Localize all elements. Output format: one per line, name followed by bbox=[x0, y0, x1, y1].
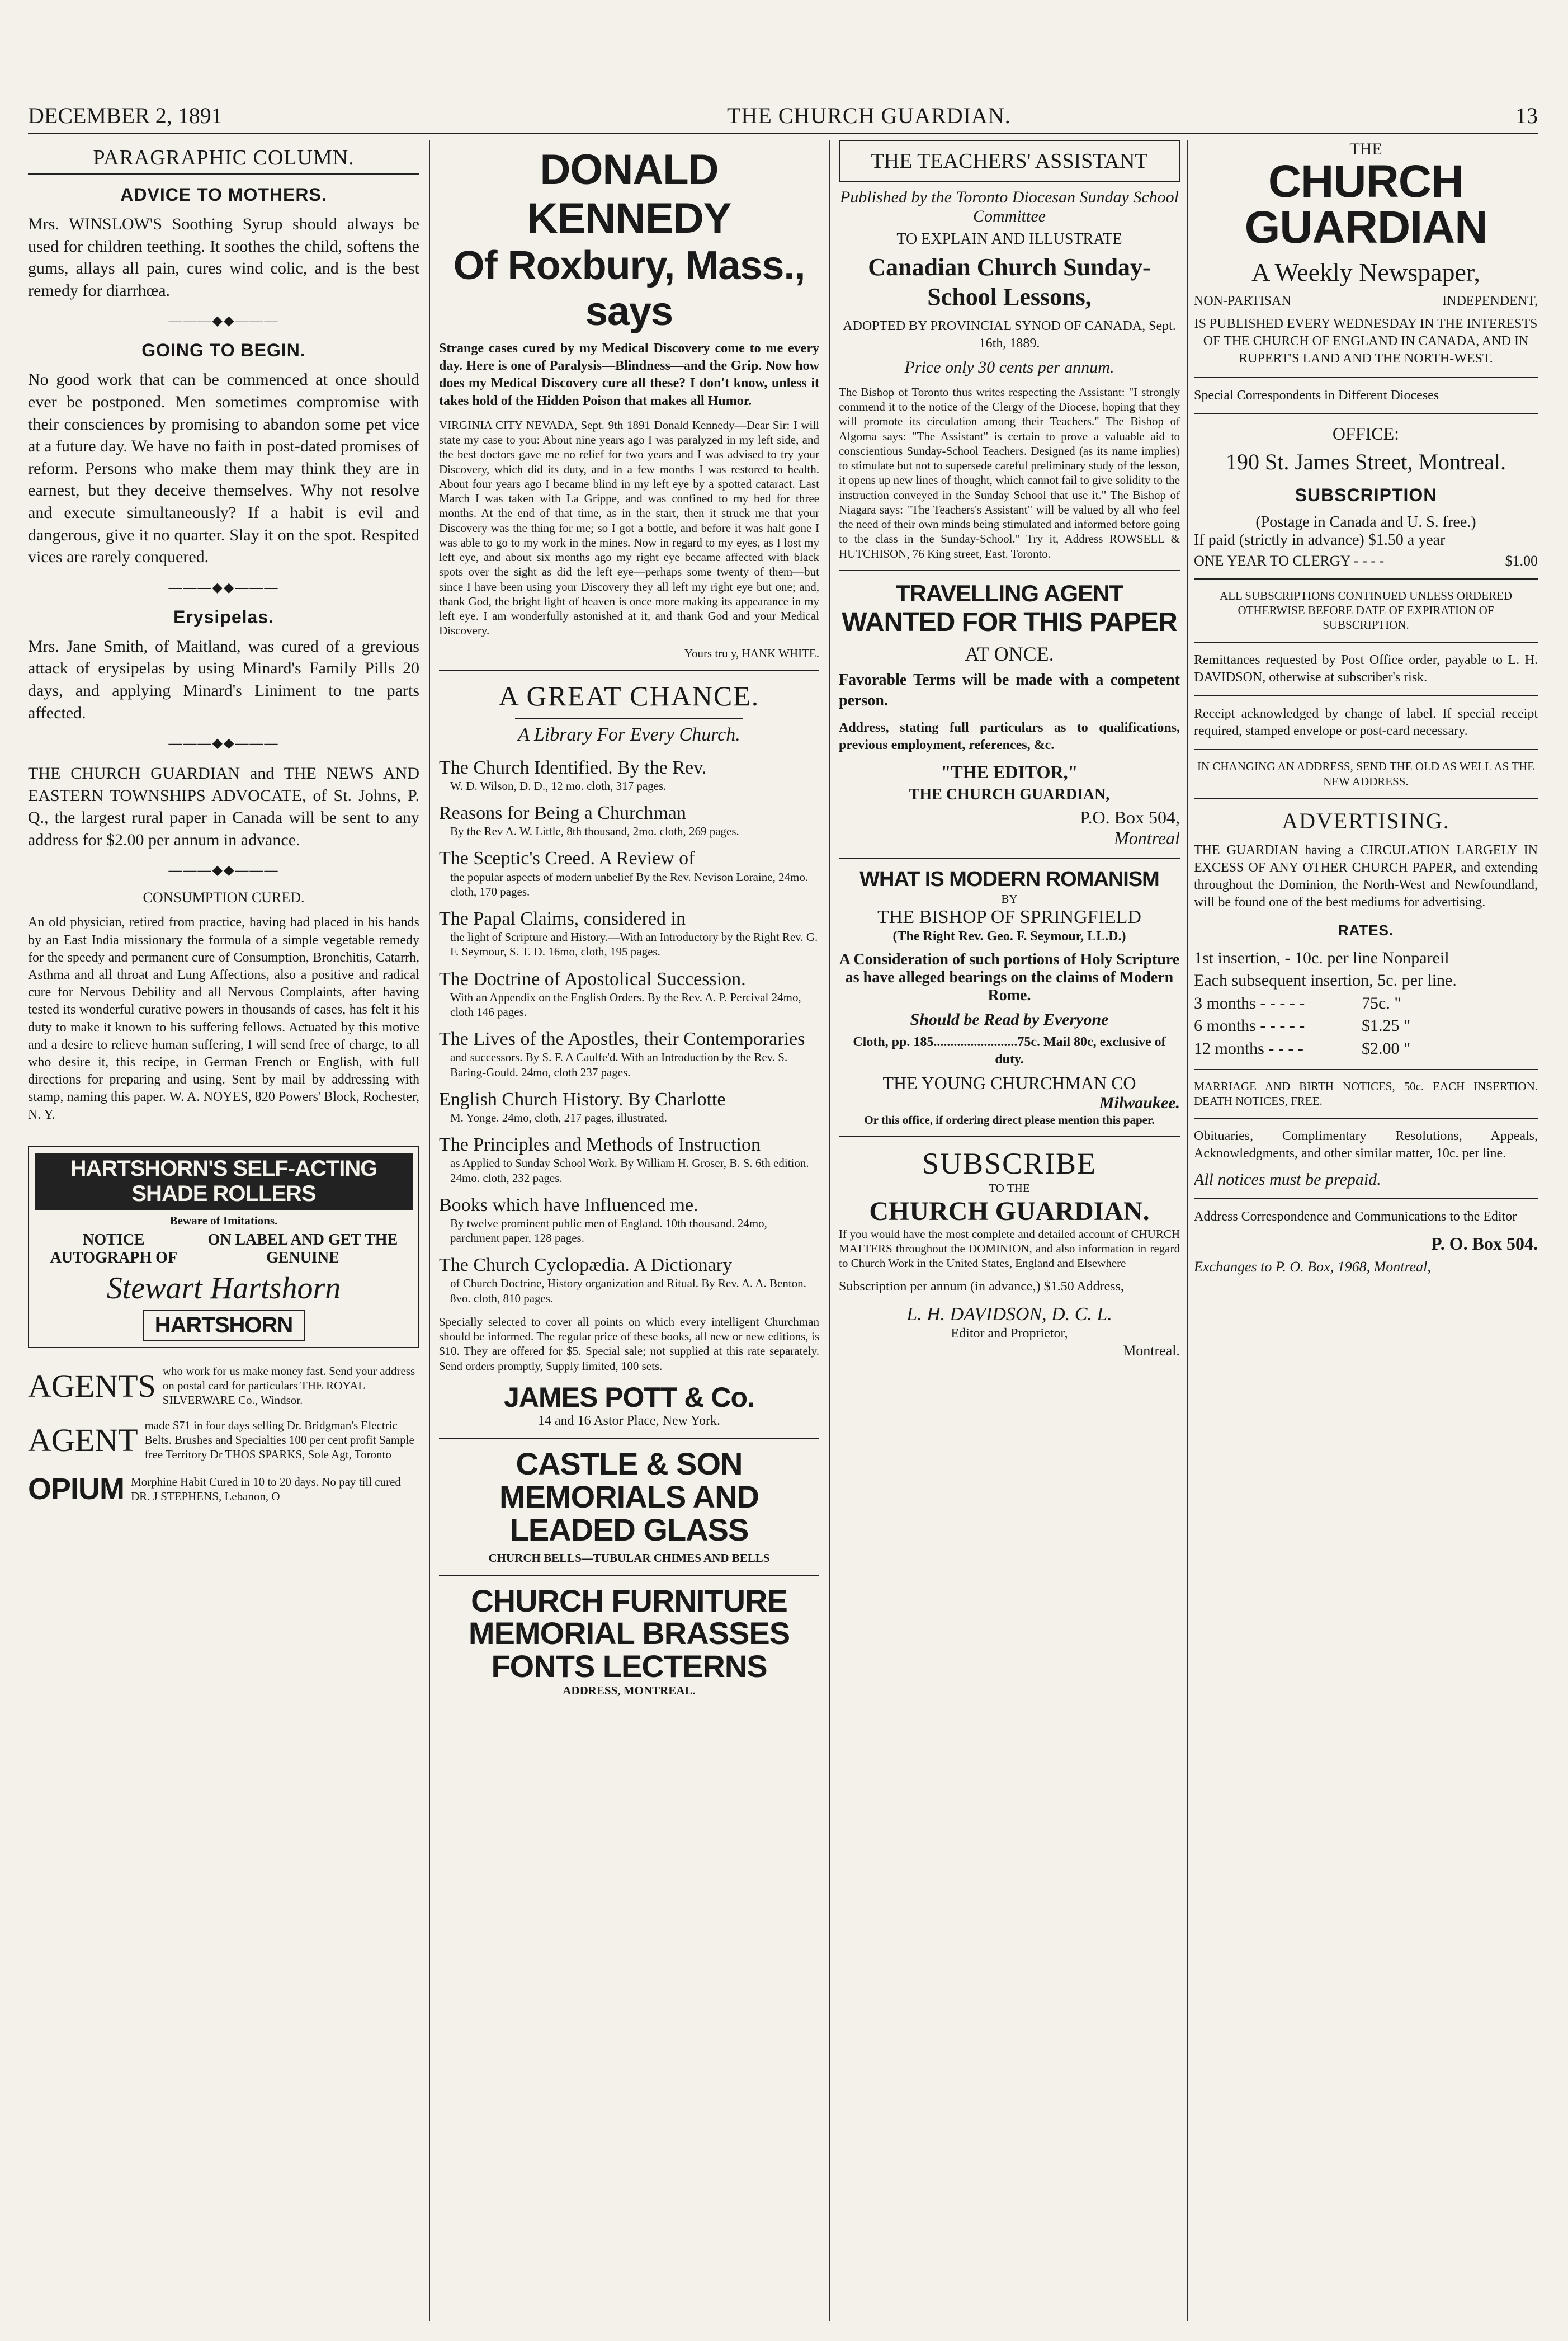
book-item bbox=[439, 757, 819, 793]
kennedy-intro: Strange cases cured by my Medical Discovery come to me every day. Here is one of Paralysis—Blindness—and the Grip. Now how does my Medical Discovery cure all these? I don't know, unless it takes hold of the Hidden Poison that makes all Humor. bbox=[439, 341, 819, 408]
subscription-heading: SUBSCRIPTION bbox=[1295, 484, 1437, 505]
mast-nonpartisan: NON-PARTISAN bbox=[1194, 294, 1291, 308]
advertising-heading: ADVERTISING. bbox=[1282, 808, 1450, 833]
romanism-order: Or this office, if ordering direct please mention this paper. bbox=[864, 1113, 1155, 1127]
opium-text: Morphine Habit Cured in 10 to 20 days. No pay till cured DR. J STEPHENS, Lebanon, O bbox=[131, 1475, 401, 1504]
teachers-lessons: Canadian Church Sunday-School Lessons, bbox=[868, 253, 1151, 310]
guardian-offer-text: THE CHURCH GUARDIAN and THE NEWS AND EASTERN TOWNSHIPS ADVOCATE, of St. Johns, P. Q., the largest rural paper in Canada will be sent to any address for $2.00 per annum in advance. bbox=[28, 764, 419, 849]
agent-editor: "THE EDITOR," bbox=[941, 762, 1078, 783]
mast-published: IS PUBLISHED EVERY WEDNESDAY IN THE INTERESTS OF THE CHURCH OF ENGLAND IN CANADA, AND IN RUPERT'S LAND AND THE NORTH-WEST. bbox=[1194, 317, 1538, 366]
book-title: The Doctrine of Apostolical Succession. bbox=[439, 968, 746, 990]
subscribe-price: Subscription per annum (in advance,) $1.50 Address, bbox=[839, 1279, 1124, 1294]
newspaper-page bbox=[28, 0, 1538, 2341]
subscribe-text: If you would have the most complete and detailed account of CHURCH MATTERS throughout the DOMINION, and also information in regard to Church Work in the United States, England and Elsewhere bbox=[839, 1227, 1180, 1270]
correspondence-address: Address Correspondence and Communications to the Editor bbox=[1194, 1209, 1517, 1224]
book-item bbox=[439, 1134, 819, 1185]
advice-heading: ADVICE TO MOTHERS. bbox=[120, 185, 327, 205]
mast-the: THE bbox=[1349, 140, 1382, 158]
pott-name: JAMES POTT & Co. bbox=[504, 1381, 754, 1413]
rate-value: $1.25 " bbox=[1362, 1016, 1411, 1035]
mast-title: CHURCH GUARDIAN bbox=[1244, 156, 1487, 253]
hartshorn-signature: Stewart Hartshorn bbox=[106, 1270, 341, 1306]
marriage-notices: MARRIAGE AND BIRTH NOTICES, 50c. EACH INSERTION. DEATH NOTICES, FREE. bbox=[1194, 1080, 1538, 1108]
rate-row bbox=[1194, 1015, 1538, 1038]
consumption-heading: CONSUMPTION CURED. bbox=[143, 889, 305, 906]
book-item bbox=[439, 908, 819, 959]
rate-label: 3 months - - - - - bbox=[1194, 993, 1305, 1012]
book-list bbox=[439, 757, 819, 1306]
po-box: P. O. Box 504. bbox=[1431, 1233, 1538, 1254]
chance-title: A GREAT CHANCE. bbox=[498, 680, 760, 712]
agents-ad-1 bbox=[28, 1364, 419, 1408]
book-title: The Church Cyclopædia. A Dictionary bbox=[439, 1255, 733, 1276]
column-4 bbox=[1194, 140, 1538, 2321]
hartshorn-notice: NOTICE AUTOGRAPH OF bbox=[50, 1231, 178, 1266]
kennedy-title: DONALD KENNEDY bbox=[527, 146, 731, 242]
book-item bbox=[439, 1028, 819, 1080]
rates-list bbox=[1194, 947, 1538, 1061]
subscription-postage: (Postage in Canada and U. S. free.) bbox=[1255, 513, 1476, 531]
agents1-big: AGENTS bbox=[28, 1367, 156, 1404]
rate-label: 1st insertion, - 10c. per line Nonpareil bbox=[1194, 948, 1449, 967]
book-title: The Lives of the Apostles, their Contemporaries bbox=[439, 1029, 805, 1050]
agent-wanted: WANTED FOR THIS PAPER bbox=[842, 607, 1177, 637]
advice-text: Mrs. WINSLOW'S Soothing Syrup should always be used for children teething. It soothes the child, softens the gums, allays all pain, cures wind colic, and is the best remedy for diarrhœa. bbox=[28, 215, 419, 300]
book-details: By twelve prominent public men of England. 10th thousand. 24mo, parchment paper, 128 pages. bbox=[450, 1216, 767, 1245]
mast-independent: INDEPENDENT, bbox=[1442, 294, 1538, 308]
hartshorn-top: HARTSHORN'S SELF-ACTING SHADE ROLLERS bbox=[35, 1153, 413, 1210]
pott-address: 14 and 16 Astor Place, New York. bbox=[538, 1413, 720, 1428]
columns bbox=[28, 140, 1538, 2321]
erysipelas-heading: Erysipelas. bbox=[173, 606, 274, 627]
paragraphic-column-title: PARAGRAPHIC COLUMN. bbox=[28, 145, 419, 175]
rate-value: $2.00 " bbox=[1362, 1039, 1411, 1058]
book-item bbox=[439, 847, 819, 899]
mast-weekly: A Weekly Newspaper, bbox=[1251, 258, 1480, 286]
opium-ad bbox=[28, 1472, 419, 1506]
book-details: of Church Doctrine, History organization and Ritual. By Rev. A. A. Benton. 8vo. cloth, 810 pages. bbox=[450, 1277, 806, 1305]
remittances: Remittances requested by Post Office order, payable to L. H. DAVIDSON, otherwise at subscriber's risk. bbox=[1194, 652, 1538, 685]
subscription-clergy-label: ONE YEAR TO CLERGY - - - - bbox=[1194, 552, 1385, 569]
ornament-divider: ———◆◆——— bbox=[168, 314, 279, 329]
romanism-desc: A Consideration of such portions of Holy Scripture as have alleged bearings on the claims of Modern Rome. bbox=[839, 950, 1180, 1004]
rate-value: 75c. " bbox=[1362, 993, 1401, 1012]
kennedy-signature: Yours tru y, HANK WHITE. bbox=[684, 646, 819, 660]
going-text: No good work that can be commenced at once should ever be postponed. Men sometimes compromise with their consciences by promising to abandon some pet vice at a future day. We have no faith in post-dated promises of reform. Persons who make them may think they are in earnest, but they deceive themselves. Why not resolve and execute simultaneously? If a habit is evil and dangerous, give it no quarter. Slay it on the spot. Respited vices are rarely conquered. bbox=[28, 370, 419, 567]
page-header bbox=[28, 95, 1538, 134]
romanism-publisher: THE YOUNG CHURCHMAN CO bbox=[882, 1073, 1136, 1094]
furniture-ad: CHURCH FURNITURE MEMORIAL BRASSES FONTS LECTERNS bbox=[468, 1582, 790, 1684]
correspondents: Special Correspondents in Different Dioceses bbox=[1194, 388, 1439, 403]
book-details: the light of Scripture and History.—With an Introductory by the Right Rev. G. F. Seymour, S. T. D. 16mo, cloth, 195 pages. bbox=[450, 930, 818, 959]
romanism-name: (The Right Rev. Geo. F. Seymour, LL.D.) bbox=[892, 929, 1126, 944]
rate-row bbox=[1194, 969, 1538, 992]
subscribe-title: SUBSCRIBE bbox=[922, 1147, 1097, 1181]
hartshorn-label: ON LABEL AND GET THE GENUINE bbox=[207, 1231, 398, 1266]
romanism-title: WHAT IS MODERN ROMANISM bbox=[859, 868, 1159, 892]
romanism-price: Cloth, pp. 185.........................75c. Mail 80c, exclusive of duty. bbox=[853, 1034, 1166, 1067]
agent-address-text: Address, stating full particulars as to qualifications, previous employment, references, &c. bbox=[839, 720, 1180, 753]
subscribe-to: TO THE bbox=[989, 1181, 1030, 1195]
agent-once: AT ONCE. bbox=[965, 642, 1054, 665]
column-2 bbox=[439, 140, 819, 2321]
obituaries: Obituaries, Complimentary Resolutions, Appeals, Acknowledgments, and other similar matter, 10c. per line. bbox=[1194, 1128, 1538, 1161]
book-details: and successors. By S. F. A Caulfe'd. With an Introduction by the Rev. S. Baring-Gould. 24mo, cloth 237 pages. bbox=[450, 1051, 788, 1079]
office-heading: OFFICE: bbox=[1332, 423, 1400, 444]
subscribe-paper: CHURCH GUARDIAN. bbox=[869, 1196, 1150, 1226]
rates-heading: RATES. bbox=[1338, 921, 1394, 939]
rate-label: 6 months - - - - - bbox=[1194, 1016, 1305, 1035]
agents2-text: made $71 in four days selling Dr. Bridgman's Electric Belts. Brushes and Specialties 100 per cent profit Sample free Territory Dr THOS SPARKS, Sole Agt, Toronto bbox=[144, 1418, 414, 1462]
advertising-text: THE GUARDIAN having a CIRCULATION LARGELY IN EXCESS OF ANY OTHER CHURCH PAPER, and extending throughout the Dominion, the North-West and Newfoundland, will be found one of the best mediums for advertising. bbox=[1194, 842, 1538, 910]
book-details: With an Appendix on the English Orders. By the Rev. A. P. Percival 24mo, cloth 146 pages. bbox=[450, 990, 801, 1019]
going-heading: GOING TO BEGIN. bbox=[141, 340, 306, 361]
book-details: By the Rev A. W. Little, 8th thousand, 2mo. cloth, 269 pages. bbox=[450, 825, 739, 839]
column-3 bbox=[839, 140, 1180, 2321]
chance-subtitle: A Library For Every Church. bbox=[518, 724, 740, 745]
erysipelas-text: Mrs. Jane Smith, of Maitland, was cured of a grevious attack of erysipelas by using Minard's Family Pills 20 days, and applying Minard's Liniment to tne parts affected. bbox=[28, 637, 419, 722]
column-1 bbox=[28, 140, 419, 2321]
rate-row bbox=[1194, 1038, 1538, 1061]
office-address: 190 St. James Street, Montreal. bbox=[1225, 449, 1506, 474]
exchanges: Exchanges to P. O. Box, 1968, Montreal, bbox=[1194, 1259, 1431, 1275]
book-details: W. D. Wilson, D. D., 12 mo. cloth, 317 pages. bbox=[450, 779, 667, 793]
book-item bbox=[439, 802, 819, 839]
kennedy-subtitle: Of Roxbury, Mass., says bbox=[453, 243, 805, 334]
header-title: THE CHURCH GUARDIAN. bbox=[727, 103, 1011, 128]
romanism-bishop: THE BISHOP OF SPRINGFIELD bbox=[877, 906, 1141, 927]
rate-row bbox=[1194, 992, 1538, 1015]
book-details: the popular aspects of modern unbelief By the Rev. Nevison Loraine, 24mo. cloth, 170 pages. bbox=[450, 870, 809, 898]
kennedy-letter: VIRGINIA CITY NEVADA, Sept. 9th 1891 Donald Kennedy—Dear Sir: I will state my case to you: About nine years ago I was paralyzed in my left side, and the best doctors gave me no relief for two years and I was advised to try your Discovery, which did its duty, and in a few months I was restored to health. About four years ago I became blind in my left eye by a spotted cataract. Last March I was taken with La Grippe, and was confined to my bed for three months. At the end of that time, as in the start, then it struck me that your Discovery was the thing for me; so I got a bottle, and before it was half gone I was able to go to my work in the mines. Now in regard to my eyes, as I lost my left eye, and about six months ago my right eye became affected with black spots over the sight as did the left eye—perhaps some twenty of them—but since I have been using your Discovery they all left my right eye but one; and, thank God, the bright light of heaven is once more making its appearance in my left eye. I am wonderfully astonished at it, and thank God and your Medical Discovery. bbox=[439, 418, 819, 638]
hartshorn-bottom: HARTSHORN bbox=[143, 1310, 305, 1341]
book-title: The Church Identified. By the Rev. bbox=[439, 757, 707, 778]
teachers-title: THE TEACHERS' ASSISTANT bbox=[839, 140, 1180, 182]
book-title: The Principles and Methods of Instruction bbox=[439, 1134, 761, 1156]
agent-city: Montreal bbox=[1114, 828, 1180, 849]
consumption-text: An old physician, retired from practice, having had placed in his hands by an East India missionary the formula of a simple vegetable remedy for the speedy and permanent cure of Consumption, Bronchitis, Catarrh, Asthma and all throat and Lung Affections, also a positive and radical cure for Nervous Debility and all Nervous Complaints, after having tested its wonderful curative powers in thousands of cases, has felt it his duty to make it known to his suffering fellows. Actuated by this motive and a desire to relieve human suffering, I will send free of charge, to all who desire it, this recipe, in German French or English, with full directions for preparing and using. Sent by mail by addressing with stamp, naming this paper. W. A. NOYES, 820 Powers' Block, Rochester, N. Y. bbox=[28, 915, 419, 1122]
agent-title: TRAVELLING AGENT bbox=[895, 580, 1123, 606]
subscribe-role: Editor and Proprietor, bbox=[951, 1326, 1068, 1341]
romanism-read: Should be Read by Everyone bbox=[910, 1010, 1109, 1029]
romanism-city: Milwaukee. bbox=[1099, 1094, 1180, 1113]
subscription-continued: ALL SUBSCRIPTIONS CONTINUED UNLESS ORDERED OTHERWISE BEFORE DATE OF EXPIRATION OF SUBSCRIPTION. bbox=[1219, 588, 1513, 632]
teachers-explain: TO EXPLAIN AND ILLUSTRATE bbox=[896, 230, 1122, 248]
agent-terms: Favorable Terms will be made with a competent person. bbox=[839, 671, 1180, 709]
teachers-price: Price only 30 cents per annum. bbox=[904, 357, 1114, 376]
chance-note: Specially selected to cover all points on which every intelligent Churchman should be informed. The regular price of these books, all new or new editions, is $10. They are offered for $5. Special sale; not supplied at this rate separately. Send orders promptly, Supply limited, 100 sets. bbox=[439, 1315, 819, 1373]
castle-bells: CHURCH BELLS—TUBULAR CHIMES AND BELLS bbox=[488, 1551, 770, 1565]
rate-row bbox=[1194, 947, 1538, 970]
agent-paper: THE CHURCH GUARDIAN, bbox=[909, 786, 1110, 804]
header-date: DECEMBER 2, 1891 bbox=[28, 103, 223, 128]
romanism-by: BY bbox=[1001, 892, 1018, 906]
agents1-text: who work for us make money fast. Send your address on postal card for particulars THE ROYAL SILVERWARE Co., Windsor. bbox=[162, 1364, 415, 1407]
castle-ad: CASTLE & SON MEMORIALS AND LEADED GLASS bbox=[499, 1445, 759, 1547]
teachers-text: The Bishop of Toronto thus writes respecting the Assistant: "I strongly commend it to the notice of the Clergy of the Diocese, hoping that they will promote its circulation among their Teachers." The Bishop of Algoma says: "The Assistant" is certain to prove a valuable aid to conscientious Sunday-School Teachers. Designed (as its name implies) to stimulate but not to supersede careful preliminary study of the lesson, it opens up new lines of thought, which cannot fail to give solidity to the instruction conveyed in the Sunday School that use it." The Bishop of Niagara says: "The Teachers's Assistant" will be valued by all who feel the need of their own minds being stimulated and informed before going to the class in the Sunday-School." Try it, Address ROWSELL & HUTCHISON, 76 King street, East. Toronto. bbox=[839, 385, 1180, 560]
subscription-paid: If paid (strictly in advance) $1.50 a year bbox=[1194, 531, 1446, 549]
hartshorn-ad bbox=[28, 1146, 419, 1348]
agent-box: P.O. Box 504, bbox=[1080, 807, 1180, 828]
ornament-divider: ———◆◆——— bbox=[168, 580, 279, 595]
book-item bbox=[439, 1194, 819, 1246]
book-details: M. Yonge. 24mo, cloth, 217 pages, illustrated. bbox=[450, 1110, 667, 1124]
book-title: The Sceptic's Creed. A Review of bbox=[439, 848, 695, 869]
subscribe-name: L. H. DAVIDSON, D. C. L. bbox=[906, 1303, 1112, 1325]
book-title: The Papal Claims, considered in bbox=[439, 908, 686, 930]
book-item bbox=[439, 1089, 819, 1125]
hartshorn-beware: Beware of Imitations. bbox=[169, 1213, 278, 1227]
teachers-published: Published by the Toronto Diocesan Sunday School Committee bbox=[839, 188, 1179, 225]
ornament-divider: ———◆◆——— bbox=[168, 736, 279, 751]
book-item bbox=[439, 1254, 819, 1306]
subscription-clergy-value: $1.00 bbox=[1505, 552, 1538, 569]
change-address: IN CHANGING AN ADDRESS, SEND THE OLD AS WELL AS THE NEW ADDRESS. bbox=[1197, 760, 1534, 788]
header-page-number: 13 bbox=[1515, 103, 1538, 128]
furniture-address: ADDRESS, MONTREAL. bbox=[563, 1683, 696, 1697]
prepaid-notice: All notices must be prepaid. bbox=[1194, 1170, 1381, 1189]
book-details: as Applied to Sunday School Work. By William H. Groser, B. S. 6th edition. 24mo. cloth, 232 pages. bbox=[450, 1156, 809, 1185]
ornament-divider: ———◆◆——— bbox=[168, 863, 279, 878]
subscribe-city: Montreal. bbox=[1123, 1342, 1180, 1359]
book-title: English Church History. By Charlotte bbox=[439, 1089, 726, 1110]
opium-big: OPIUM bbox=[28, 1472, 125, 1506]
rate-label: 12 months - - - - bbox=[1194, 1039, 1303, 1058]
book-title: Books which have Influenced me. bbox=[439, 1194, 698, 1216]
book-item bbox=[439, 968, 819, 1020]
agents-ad-2 bbox=[28, 1418, 419, 1462]
agents2-big: AGENT bbox=[28, 1421, 138, 1458]
rate-label: Each subsequent insertion, 5c. per line. bbox=[1194, 971, 1457, 990]
book-title: Reasons for Being a Churchman bbox=[439, 803, 686, 824]
teachers-adopted: ADOPTED BY PROVINCIAL SYNOD OF CANADA, Sept. 16th, 1889. bbox=[843, 318, 1176, 351]
receipt: Receipt acknowledged by change of label. If special receipt required, stamped envelope or post-card necessary. bbox=[1194, 706, 1538, 739]
